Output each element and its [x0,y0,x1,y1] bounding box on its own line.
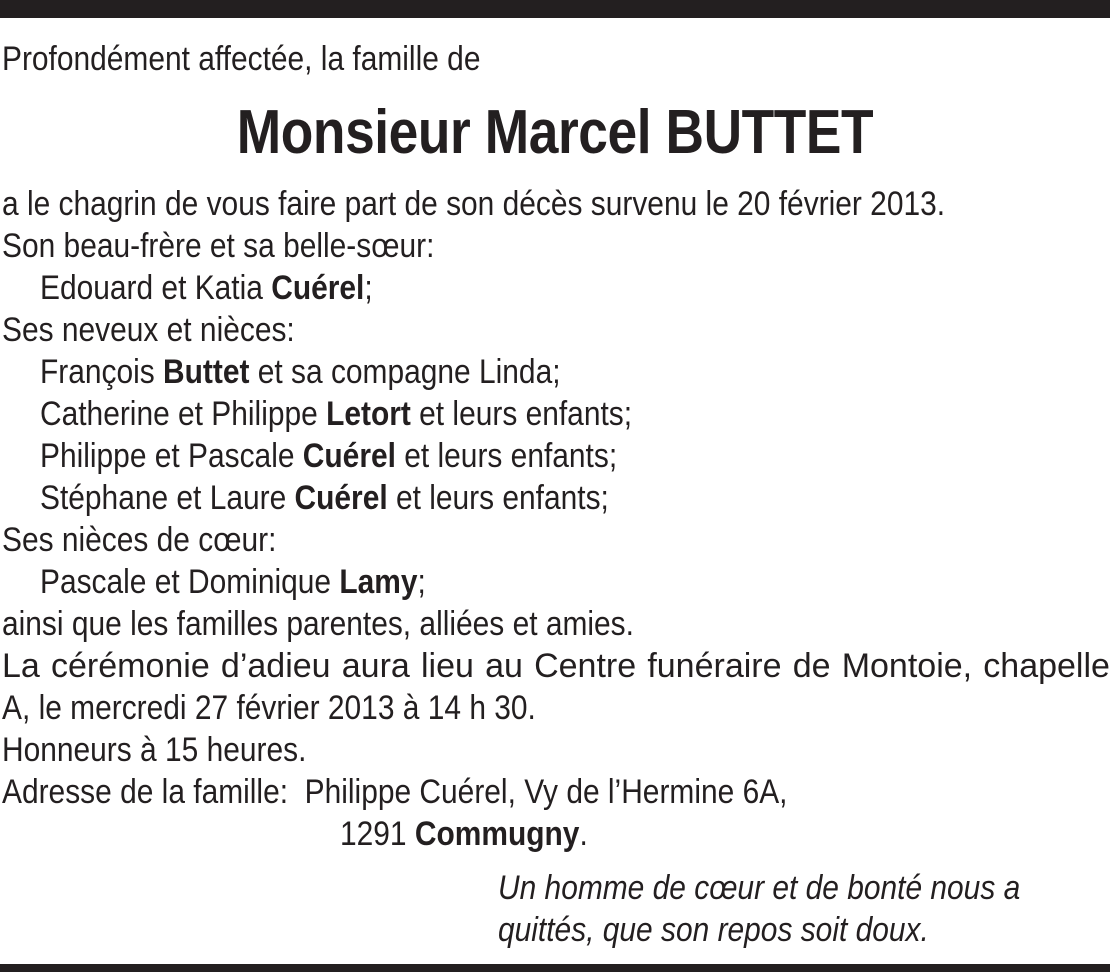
family-member: François Buttet et sa compagne Linda; [40,353,561,391]
honours-line: Honneurs à 15 heures. [2,731,307,769]
family-member: Stéphane et Laure Cuérel et leurs enfants; [40,479,609,517]
family-surname: Cuérel [271,269,365,307]
nieces-of-heart-heading: Ses nièces de cœur: [2,521,277,559]
families-line: ainsi que les familles parentes, alliées et amies. [2,605,634,643]
closing-verse-line-2: quittés, que son repos soit doux. [498,911,929,949]
closing-verse-line-1: Un homme de cœur et de bonté nous a [498,869,1021,907]
intro-text: Profondément affectée, la famille de [2,40,481,78]
family-member: Edouard et Katia Cuérel; [40,269,373,307]
in-laws-heading: Son beau-frère et sa belle-sœur: [2,227,435,265]
family-address: Adresse de la famille: Philippe Cuérel, Vy de l’Hermine 6A, [2,773,788,811]
city-name: Commugny [414,815,580,853]
family-member: Pascale et Dominique Lamy; [40,563,426,601]
family-member: Catherine et Philippe Letort et leurs enfants; [40,395,633,433]
family-surname: Buttet [163,353,250,391]
top-rule [0,0,1110,18]
nephews-heading: Ses neveux et nièces: [2,311,295,349]
ceremony-date-line: A, le mercredi 27 février 2013 à 14 h 30. [2,689,536,727]
family-surname: Letort [326,395,411,433]
bottom-rule [0,964,1110,972]
deceased-name: Monsieur Marcel BUTTET [236,98,874,167]
family-surname: Cuérel [294,479,388,517]
family-member: Philippe et Pascale Cuérel et leurs enfants; [40,437,618,475]
family-address-city: 1291 Commugny. [340,815,588,853]
ceremony-line: La cérémonie d’adieu aura lieu au Centre funéraire de Montoie, chapelle [2,647,1110,685]
announcement-text: a le chagrin de vous faire part de son décès survenu le 20 février 2013. [2,185,946,223]
family-surname: Cuérel [302,437,396,475]
family-surname: Lamy [339,563,418,601]
